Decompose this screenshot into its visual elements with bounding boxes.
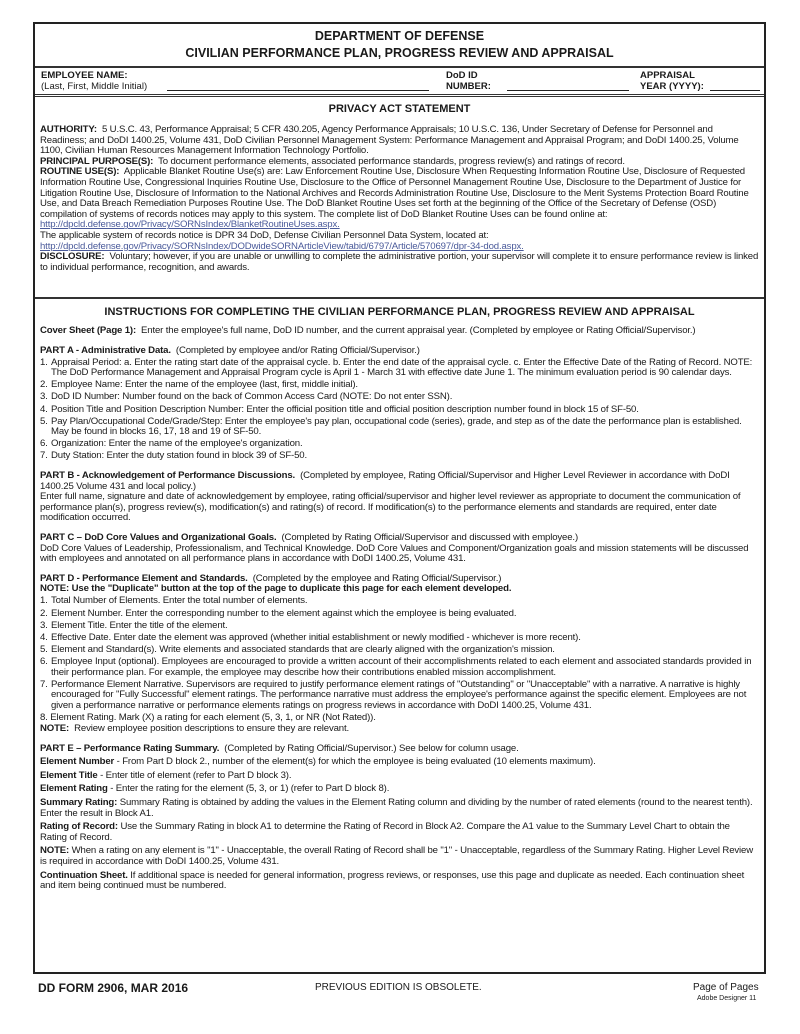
item-lead: NOTE: [40, 845, 70, 857]
list-item [40, 822, 759, 843]
form-header [35, 24, 764, 68]
item-number: 2. [40, 379, 48, 391]
list-item [40, 771, 759, 782]
item-text: Employee Name: Enter the name of the employee (last, first, middle initial). [51, 379, 358, 391]
item-number: 1. [40, 595, 48, 607]
form-page [33, 22, 766, 974]
list-item [40, 784, 759, 795]
part-e-heading: PART E – Performance Rating Summary. (Completed by Rating Official/Supervisor.) See below for column usage. [40, 742, 519, 754]
item-number: 3. [40, 391, 48, 403]
page-count: Page of Pages [693, 982, 759, 993]
item-text: Element Number. Enter the corresponding number to the element against which the employee is being evaluated. [51, 607, 517, 619]
item-text: Organization: Enter the name of the employee's organization. [51, 438, 303, 450]
sorn-link[interactable]: http://dpcld.defense.gov/Privacy/SORNsIndex/DODwideSORNArticleView/tabid/6797/Article/570697/dpr-34-dod.aspx. [40, 240, 524, 252]
list-item [40, 757, 759, 768]
item-text: Appraisal Period: a. Enter the rating start date of the appraisal cycle. b. Enter the end date of the appraisal cycle. c. Enter the Effective Date of the Rating of Record. NOTE: The DoD Performance Management and Appraisal Program cycle is April 1 - March 31 with effective date June 1. The minimum evaluation period is 90 calendar days. [51, 356, 753, 379]
purpose-paragraph: PRINCIPAL PURPOSE(S): To document performance elements, associated performance standards, progress review(s) and ratings of record. [40, 155, 625, 167]
list-item [40, 798, 759, 819]
part-b-heading: PART B - Acknowledgement of Performance Discussions. (Completed by employee, Rating Official/Supervisor and Higher Level Reviewer in accordance with DoDI 1400.25 Volume 431 and local policy.) [40, 470, 730, 492]
part-d-note-2: NOTE: Review employee position descriptions to ensure they are relevant. [40, 723, 350, 734]
employee-name-field[interactable] [167, 90, 429, 91]
item-text: Element Title. Enter the title of the element. [51, 619, 228, 631]
part-d-list [40, 596, 759, 711]
item-text: Total Number of Elements. Enter the total number of elements. [51, 595, 308, 607]
item-number: 2. [40, 607, 48, 619]
item-text: When a rating on any element is "1" - Unacceptable, the overall Rating of Record shall be "1" - Unacceptable, regardless of the Summary Rating. Higher Level Review is required in accordance with DoDI 1400.25, Volume 431. [40, 845, 753, 867]
employee-name-label: EMPLOYEE NAME: [41, 70, 128, 81]
employee-name-sublabel: (Last, First, Middle Initial) [41, 80, 148, 92]
cover-sheet-paragraph: Cover Sheet (Page 1): Enter the employee's full name, DoD ID number, and the current appraisal year. (Completed by employee or Rating Official/Supervisor.) [40, 325, 696, 336]
item-number: 4. [40, 403, 48, 415]
item-text: Effective Date. Enter date the element was approved (whether initial establishment or newly modified - whichever is more recent). [51, 631, 581, 643]
part-d-heading: PART D - Performance Element and Standards. (Completed by the employee and Rating Official/Supervisor.) [40, 572, 502, 584]
list-item [40, 609, 759, 620]
item-text: Employee Input (optional). Employees are encouraged to provide a written account of their accomplishments related to each element and associated standards provided in their performance plan. For example, the employee may describe how their contributions enabled mission accomplishment. [51, 655, 752, 678]
department-title: DEPARTMENT OF DEFENSE [314, 29, 485, 43]
obsolete-notice: PREVIOUS EDITION IS OBSOLETE. [315, 982, 482, 993]
privacy-act-section [35, 97, 764, 299]
part-b-text: Enter full name, signature and date of acknowledgement by employee, rating official/supervisor and higher level reviewer as appropriate to document the communication of performance plan(s), progress review(s), modification(s) and rating(s) of record. If modification(s) to the performance elements and standards are required, enter date modification occurred. [40, 491, 741, 524]
list-item [40, 417, 759, 438]
form-number: DD FORM 2906, MAR 2016 [38, 981, 189, 995]
item-text: DoD ID Number: Number found on the back of Common Access Card (NOTE: Do not enter SSN). [51, 391, 453, 403]
list-item [40, 871, 759, 892]
employee-fields: EMPLOYEE NAME: (Last, First, Middle Initial) DoD ID NUMBER: APPRAISAL YEAR (YYYY): [35, 68, 764, 97]
part-c-text: DoD Core Values of Leadership, Professionalism, and Technical Knowledge. DoD Core Values and Component/Organization goals and mission statements will be discussed with employees and annotated on all performance plans in accordance with DoDI 1400.25, Volume 431. [40, 542, 749, 565]
item-number: 6. [40, 655, 48, 667]
disclosure-paragraph: DISCLOSURE: Voluntary; however, if you are unable or unwilling to complete the administrative portion, your supervisor will complete it to ensure performance review is linked to individual performance, recognition, and awards. [40, 251, 759, 273]
part-d-note: NOTE: Use the "Duplicate" button at the top of the page to duplicate this page for each element developed. [40, 583, 512, 595]
part-a-heading: PART A - Administrative Data. (Completed by employee and/or Rating Official/Supervisor.) [40, 344, 420, 356]
list-item [40, 846, 759, 867]
dod-id-label: DoD ID [446, 70, 478, 81]
list-item [40, 645, 759, 656]
instructions-section [35, 299, 764, 892]
item-lead: Rating of Record: [40, 821, 118, 833]
designer-note: Adobe Designer 11 [697, 995, 757, 1002]
part-a-list [40, 358, 759, 462]
item-text: Pay Plan/Occupational Code/Grade/Step: Enter the employee's pay plan, occupational code (series), grade, and step as of the date the performance plan is established. May be found in blocks 16, 17, 18 and 19 of SF-50. [51, 415, 742, 438]
item-number: 1. [40, 356, 48, 368]
privacy-heading: PRIVACY ACT STATEMENT [328, 103, 471, 115]
form-title: CIVILIAN PERFORMANCE PLAN, PROGRESS REVIEW AND APPRAISAL [185, 46, 614, 60]
item-lead: Element Number [40, 756, 115, 768]
item-text: Position Title and Position Description Number: Enter the official position title and official position description number found in block 15 of SF-50. [51, 403, 639, 415]
item-text: - Enter the rating for the element (5, 3, or 1) (refer to Part D block 8). [107, 783, 390, 795]
list-item [40, 657, 759, 678]
sorn-paragraph: The applicable system of records notice is DPR 34 DoD, Defense Civilian Personnel Data System, located at: [40, 229, 489, 241]
item-number: 6. [40, 438, 48, 450]
list-item [40, 380, 759, 391]
list-item [40, 439, 759, 450]
item-number: 5. [40, 415, 48, 427]
item-text: Element and Standard(s). Write elements and associated standards that are clearly aligned with the organization's mission. [51, 643, 555, 655]
list-item [40, 392, 759, 403]
item-lead: Element Title [40, 769, 98, 781]
appraisal-year-label: APPRAISAL [640, 70, 695, 81]
part-d-item-8: 8. Element Rating. Mark (X) a rating for each element (5, 3, 1, or NR (Not Rated)). [40, 712, 376, 724]
item-lead: Element Rating [40, 783, 108, 795]
item-number: 7. [40, 450, 48, 462]
blanket-routine-uses-link[interactable]: http://dpcld.defense.gov/Privacy/SORNsIndex/BlanketRoutineUses.aspx. [40, 219, 340, 231]
item-number: 4. [40, 631, 48, 643]
appraisal-year-field[interactable] [710, 90, 760, 91]
list-item [40, 405, 759, 416]
instructions-heading: INSTRUCTIONS FOR COMPLETING THE CIVILIAN PERFORMANCE PLAN, PROGRESS REVIEW AND APPRAISAL [104, 306, 695, 318]
item-number: 5. [40, 643, 48, 655]
item-text: Summary Rating is obtained by adding the values in the Element Rating column and dividing by the number of rated elements (round to the nearest tenth). Enter the result in Block A1. [40, 796, 753, 819]
part-c-heading: PART C – DoD Core Values and Organizational Goals. (Completed by Rating Official/Supervisor and discussed with employee.) [40, 532, 578, 543]
item-text: Use the Summary Rating in block A1 to determine the Rating of Record in Block A2. Compare the A1 value to the Summary Level Chart to obtain the Rating of Record. [40, 821, 730, 843]
authority-paragraph: AUTHORITY: 5 U.S.C. 43, Performance Appraisal; 5 CFR 430.205, Agency Performance Appraisals; 10 U.S.C. 136, Under Secretary of Defense for Personnel and Readiness; and DoDI 1400.25, Volume 431, DoD Civilian Personnel Management System: Performance Management and Appraisal Program; and DoDI 1400.25, Volume 1100, Civilian Human Resources Management Information Technology Portfolio. [40, 124, 739, 157]
list-item [40, 596, 759, 607]
item-lead: Continuation Sheet. [40, 869, 128, 881]
item-number: 3. [40, 619, 48, 631]
item-text: Performance Element Narrative. Supervisors are required to justify performance element ratings of "Outstanding" or "Unacceptable" with a narrative. A narrative is highly encouraged for "Fully Successful" element ratings. The performance narrative must address the employee's performance against the specific element. Employees are not given a performance narrative or performance elements ratings on progress reviews in accordance with DoDI 1400.25, Volume 431. [51, 678, 747, 711]
list-item [40, 621, 759, 632]
item-text: Duty Station: Enter the duty station found in block 39 of SF-50. [51, 450, 307, 462]
part-e-list [40, 757, 759, 892]
list-item [40, 451, 759, 462]
list-item [40, 358, 759, 379]
routine-use-paragraph: ROUTINE USE(S): Applicable Blanket Routine Use(s) are: Law Enforcement Routine Use, Disclosure When Requesting Information Routine Use, Disclosure of Requested Information Routine Use, Congressional Inquiries Routine Use, Disclosure to the Office of Personnel Management Routine Use, Disclosure to the Department of Justice for Litigation Routine Use, Disclosure of Information to the National Archives and Records Administration Routine Use, Disclosure to the Merit Systems Protection Board Routine Use, and Data Breach Remediation Purposes Routine Use. The DoD Blanket Routine Uses set forth at the beginning of the Office of the Secretary of Defense (OSD) compilation of systems of records notices may apply to this system. The complete list of DoD Blanket Routine Uses can be found online at: [40, 166, 749, 220]
item-number: 7. [40, 678, 48, 690]
list-item [40, 680, 759, 712]
dod-id-field[interactable] [507, 90, 629, 91]
item-text: If additional space is needed for general information, progress reviews, or responses, use this page and duplicate as needed. Each continuation sheet and item being continued must be numbered. [40, 869, 745, 892]
item-text: - From Part D block 2., number of the element(s) for which the employee is being evaluated (10 elements maximum). [114, 756, 596, 768]
item-text: - Enter title of element (refer to Part D block 3). [97, 769, 292, 781]
list-item [40, 633, 759, 644]
item-lead: Summary Rating: [40, 796, 118, 808]
